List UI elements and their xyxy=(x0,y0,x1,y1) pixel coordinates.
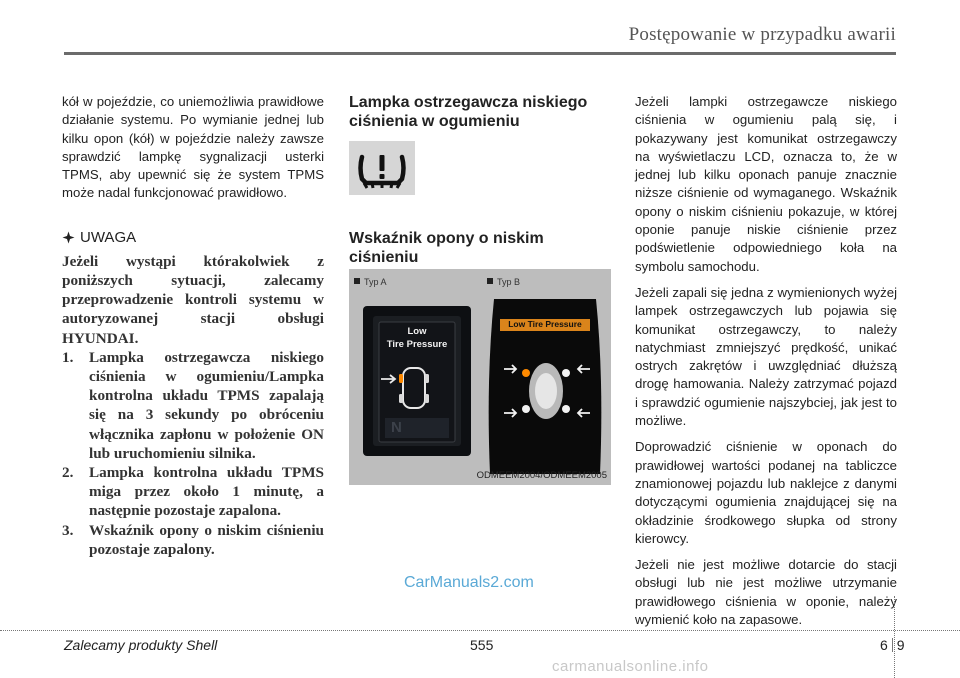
warning-body xyxy=(62,252,324,559)
figure-label-b-text: Typ B xyxy=(497,277,521,287)
screen-a-line2: Tire Pressure xyxy=(386,339,448,350)
page-header-title: Postępowanie w przypadku awarii xyxy=(628,24,896,45)
warning-list xyxy=(62,348,324,559)
figure-label-a-text: Typ A xyxy=(364,277,387,287)
paragraph: Jeżeli zapali się jedna z wymienionych wyżej lampek ostrzegawczych lub pojawia się komunikat ostrzegawczy, to należy natychmiast zmniejszyć prędkość, unikać ostrych zakrętów i uwzględniać dłuższą drogę hamowania. Należy zatrzymać pojazd i sprawdzić ogumienie najszybciej, jak jest to możliwe. xyxy=(635,284,897,429)
list-item-text: Lampka ostrzegawcza niskiego ciśnienia w ogumieniu/Lampka kontrolna układu TPMS zapalają się na 3 sekundy po obróceniu włącznika zapłonu w położenie ON lub uruchomieniu silnika. xyxy=(89,348,324,462)
warning-list-item xyxy=(62,348,324,463)
chapter-page-number xyxy=(880,637,905,653)
footer-slogan: Zalecamy produkty Shell xyxy=(64,637,218,653)
warning-list-item xyxy=(62,521,324,559)
subsection-title: Wskaźnik opony o niskim ciśnieniu xyxy=(349,230,544,266)
warning-list-item xyxy=(62,463,324,521)
intro-paragraph: kół w pojeździe, co uniemożliwia prawidłowe działanie systemu. Po wymianie jednej lub kilku opon (kół) w pojeździe należy zawsze sprawdzić lampkę sygnalizacji usterki TPMS, aby upewnić się że system TPMS może nadal funkcjonować prawidłowo. xyxy=(62,94,324,201)
bottom-site-mark: carmanualsonline.info xyxy=(552,658,709,675)
screen-b-text: Low Tire Pressure xyxy=(508,319,582,329)
list-item-number: 2. xyxy=(62,464,74,482)
list-item-number: 1. xyxy=(62,348,74,366)
tpms-lamp-symbol xyxy=(349,141,415,195)
gear-indicator: N xyxy=(391,419,402,436)
figure-label-b xyxy=(487,277,520,287)
square-bullet-icon xyxy=(487,278,493,284)
figure-label-a xyxy=(354,277,387,287)
header-rule xyxy=(64,52,896,55)
list-item-text: Wskaźnik opony o niskim ciśnieniu pozostaje zapalony. xyxy=(89,521,324,558)
warning-heading xyxy=(62,229,324,246)
chapter-page: 9 xyxy=(896,637,905,653)
screen-a-line1: Low xyxy=(407,326,427,337)
paragraph: Doprowadzić ciśnienie w oponach do prawidłowej wartości podanej na tabliczce znamionowej pojazdu lub naklejce z danymi dotyczącymi ogumienia znajdującej się na okładzinie środkowego słupka od strony kierowcy. xyxy=(635,439,897,546)
square-bullet-icon xyxy=(354,278,360,284)
cluster-figure xyxy=(349,269,611,485)
tire-pressure-warning-icon xyxy=(349,141,415,195)
column-right xyxy=(635,93,897,637)
list-item-text: Lampka kontrolna układu TPMS miga przez około 1 minutę, a następnie pozostaje zapalona. xyxy=(89,464,324,520)
separator xyxy=(892,638,893,652)
footer-rule xyxy=(0,630,960,631)
page-number: 555 xyxy=(470,637,494,653)
chapter-number: 6 xyxy=(880,637,888,653)
paragraph: Jeżeli lampki ostrzegawcze niskiego ciśnienia w ogumieniu palą się, i pokazywany jest komunikat ostrzegawczy na wyświetlaczu LCD, oznacza to, że w jednej lub kilku oponach panuje znacznie niższe ciśnienie od wymaganego. Wskaźnik opony o niskim ciśnieniu pokazuje, w której oponie panuje niskie ciśnienie przez podświetlenie odpowiedniego koła na symbolu samochodu. xyxy=(635,94,897,274)
section-title: Lampka ostrzegawcza niskiego ciśnienia w ogumieniu xyxy=(349,94,588,130)
paragraph: Jeżeli nie jest możliwe dotarcie do stacji obsługi lub nie jest możliwe utrzymanie prawidłowego ciśnienia w oponie, należy wymienić koło na zapasowe. xyxy=(635,557,897,628)
list-item-number: 3. xyxy=(62,521,74,539)
warning-star-icon xyxy=(62,231,75,244)
subsection-block xyxy=(349,229,611,267)
figure-caption: ODMEEM2004/ODMEEM2005 xyxy=(476,470,607,481)
column-middle xyxy=(349,93,611,131)
warning-title: UWAGA xyxy=(80,228,137,246)
column-left xyxy=(62,93,324,559)
warning-intro: Jeżeli wystąpi którakolwiek z poniższych sytuacji, zalecamy przeprowadzenie kontroli systemu w autoryzowanej stacji obsługi HYUNDAI. xyxy=(62,252,324,347)
watermark-link[interactable]: CarManuals2.com xyxy=(404,574,534,591)
